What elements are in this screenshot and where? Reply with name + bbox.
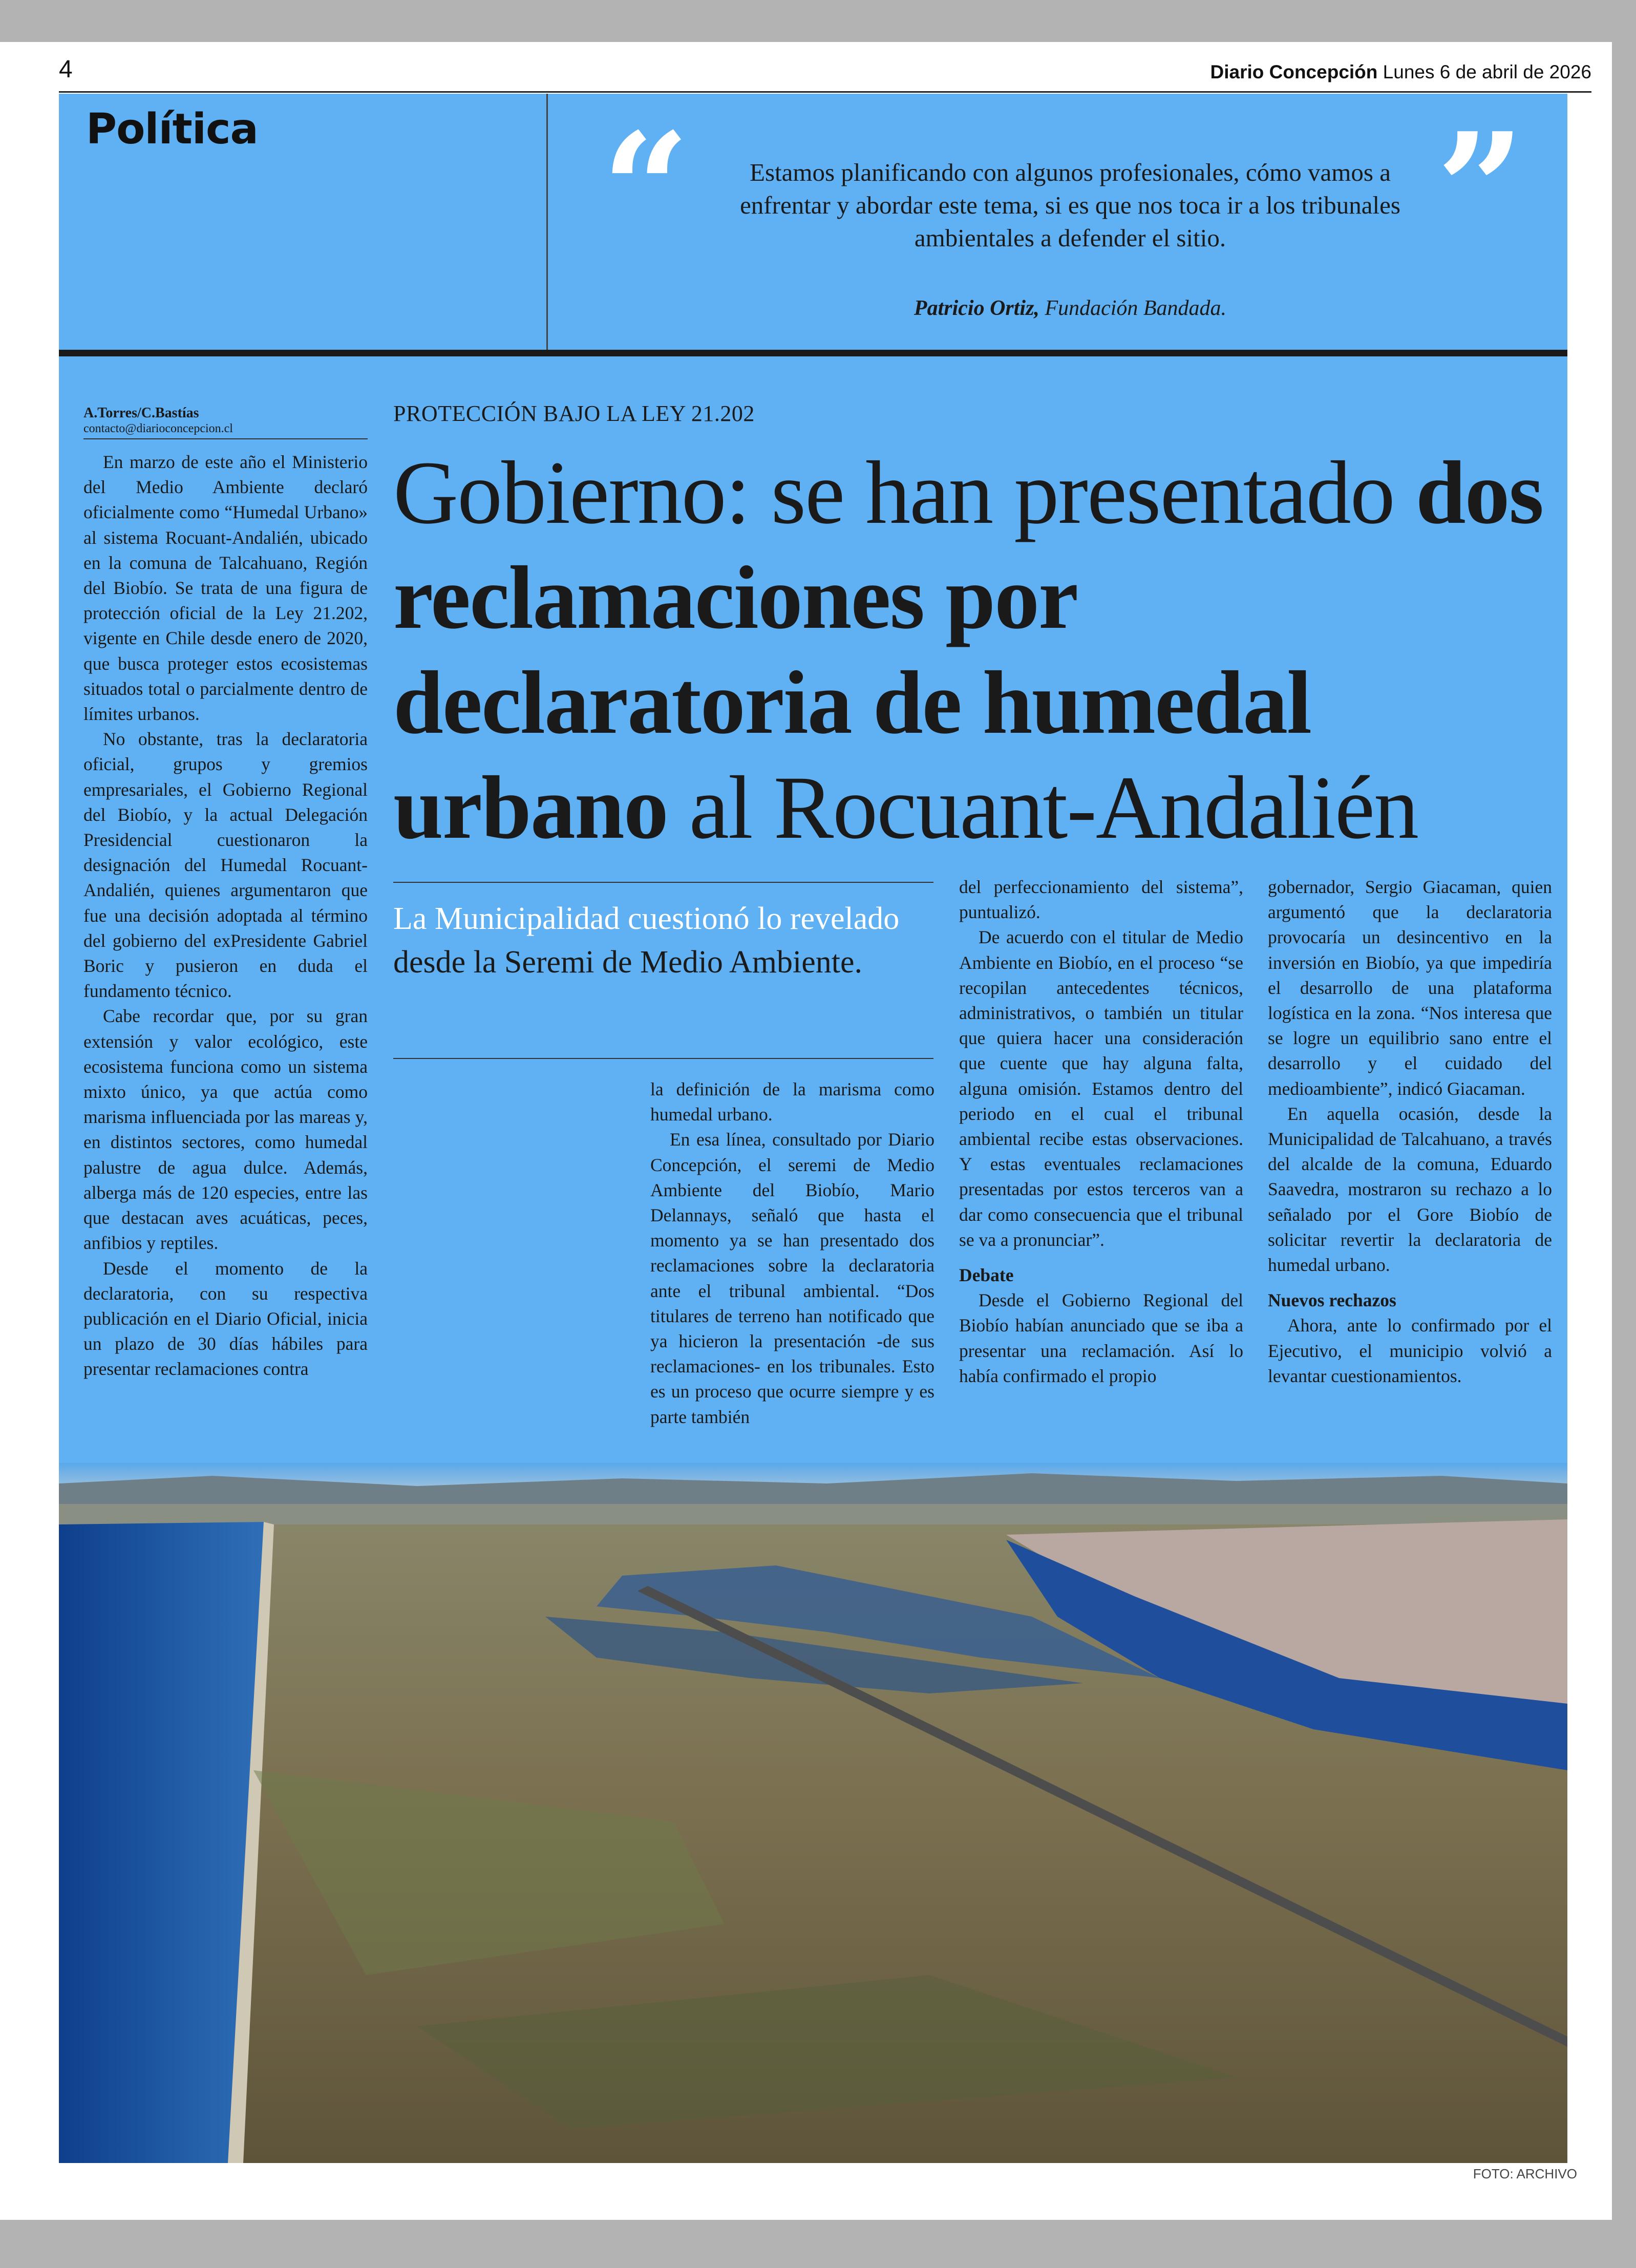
quote-author-org: Fundación Bandada. [1045, 296, 1227, 320]
deck-rule-top [393, 882, 933, 883]
close-quote-icon: ” [1436, 99, 1525, 280]
pull-quote-text: Estamos planificando con algunos profesionales, cómo vamos a enfrentar y abordar este tema, si es que nos toca ir a los tribunales ambientales a defender el sitio. [740, 158, 1400, 252]
wetland-aerial-image [59, 1463, 1567, 2163]
headline-part-1: Gobierno: se han presentado [393, 443, 1394, 543]
paragraph: la definición de la marisma como humedal urbano. [650, 1079, 934, 1125]
paragraph: De acuerdo con el titular de Medio Ambiente en Biobío, en el proceso “se recopilan antecedentes técnicos, administrativos, o también un titular que quiera hacer una consideración que cuente que hay alguna falta, alguna omisión. Estamos dentro del periodo en el cual el tribunal ambiental recibe estas observaciones. Y estas eventuales reclamaciones presentadas por estos terceros van a dar como consecuencia que el tribunal se va a pronunciar”. [959, 927, 1243, 1250]
paragraph: En aquella ocasión, desde la Municipalidad de Talcahuano, a través del alcalde de la comuna, Eduardo Saavedra, mostraron su rechazo a lo señalado por el Gore Biobío de solicitar revertir la declaratoria de humedal urbano. [1268, 1103, 1552, 1276]
headline-part-2: dos reclamaciones por declaratoria de humedal urbano [393, 443, 1543, 858]
photo-credit: FOTO: ARCHIVO [1473, 2166, 1577, 2181]
byline-rule [83, 438, 368, 439]
pull-quote-author [712, 296, 1429, 321]
byline [83, 406, 368, 436]
header-divider [546, 94, 548, 351]
paragraph: del perfeccionamiento del sistema”, puntualizó. [959, 877, 1243, 923]
article-column-4 [1268, 875, 1552, 1389]
article-headline [393, 440, 1550, 860]
page-number: 4 [59, 56, 73, 83]
article-column-3 [959, 875, 1243, 1389]
deck-rule-bottom [393, 1058, 933, 1059]
byline-email[interactable]: contacto@diarioconcepcion.cl [83, 422, 233, 435]
paragraph: Desde el momento de la declaratoria, con su respectiva publicación en el Diario Oficial, inicia un plazo de 30 días hábiles para presentar reclamaciones contra [83, 1258, 368, 1380]
article-column-2 [650, 1077, 934, 1430]
paragraph: gobernador, Sergio Giacaman, quien argumentó que la declaratoria provocaría un desincentivo en la inversión en Biobío, ya que impediría el desarrollo de una plataforma logística en la zona. “Nos interesa que se logre un equilibrio sano entre el desarrollo y el cuidado del medioambiente”, indicó Giacaman. [1268, 877, 1552, 1099]
section-label: Política [86, 105, 258, 154]
deck-text: desde la Seremi de Medio Ambiente. [393, 945, 862, 980]
section-rule [59, 350, 1567, 356]
paragraph: Desde el Gobierno Regional del Biobío habían anunciado que se iba a presentar una reclamación. Así lo había confirmado el propio [959, 1290, 1243, 1386]
paragraph: No obstante, tras la declaratoria oficial, grupos y gremios empresariales, el Gobierno Regional del Biobío, y la actual Delegación Presidencial cuestionaron la designación del Humedal Rocuant-Andalién, quienes argumentaron que fue una decisión adoptada al término del gobierno del exPresidente Gabriel Boric y pusieron en duda el fundamento técnico. [83, 729, 368, 1002]
paper-name: Diario Concepción [1210, 61, 1378, 82]
byline-names: A.Torres/C.Bastías [83, 405, 199, 421]
article-column-1 [83, 450, 368, 1382]
paragraph: En esa línea, consultado por Diario Concepción, el seremi de Medio Ambiente del Biobío, Mario Delannays, señaló que hasta el momento ya se han presentado dos reclamaciones sobre la declaratoria ante el tribunal ambiental. “Dos titulares de terreno han notificado que ya hicieron la presentación -de sus reclamaciones- en los tribunales. Esto es un proceso que ocurre siempre y es parte también [650, 1129, 934, 1427]
paragraph: Ahora, ante lo confirmado por el Ejecutivo, el municipio volvió a levantar cuestionamientos. [1268, 1315, 1552, 1386]
masthead-info [1210, 61, 1592, 83]
aerial-photo [59, 1463, 1567, 2163]
headline-part-3: al Rocuant-Andalién [689, 758, 1418, 858]
deck-highlight: La Municipalidad cuestionó lo revelado [393, 901, 900, 936]
open-quote-icon: “ [602, 99, 690, 280]
paragraph: Cabe recordar que, por su gran extensión y valor ecológico, este ecosistema funciona como un sistema mixto único, ya que actúa como marisma influenciada por las mareas y, en distintos sectores, como humedal palustre de agua dulce. Además, alberga más de 120 especies, entre las que destacan aves acuáticas, peces, anfibios y reptiles. [83, 1006, 368, 1254]
article-kicker: PROTECCIÓN BAJO LA LEY 21.202 [393, 401, 755, 426]
issue-date: Lunes 6 de abril de 2026 [1383, 61, 1591, 82]
quote-author-name: Patricio Ortiz, [913, 296, 1039, 320]
paragraph: En marzo de este año el Ministerio del Medio Ambiente declaró oficialmente como “Humedal Urbano» al sistema Rocuant-Andalién, ubicado en la comuna de Talcahuano, Región del Biobío. Se trata de una figura de protección oficial de la Ley 21.202, vigente en Chile desde enero de 2020, que busca proteger estos ecosistemas situados total o parcialmente dentro de límites urbanos. [83, 452, 368, 725]
subhead-nuevos-rechazos: Nuevos rechazos [1268, 1290, 1396, 1311]
header-rule [59, 91, 1591, 93]
subhead-debate: Debate [959, 1265, 1014, 1286]
article-deck [393, 897, 933, 984]
